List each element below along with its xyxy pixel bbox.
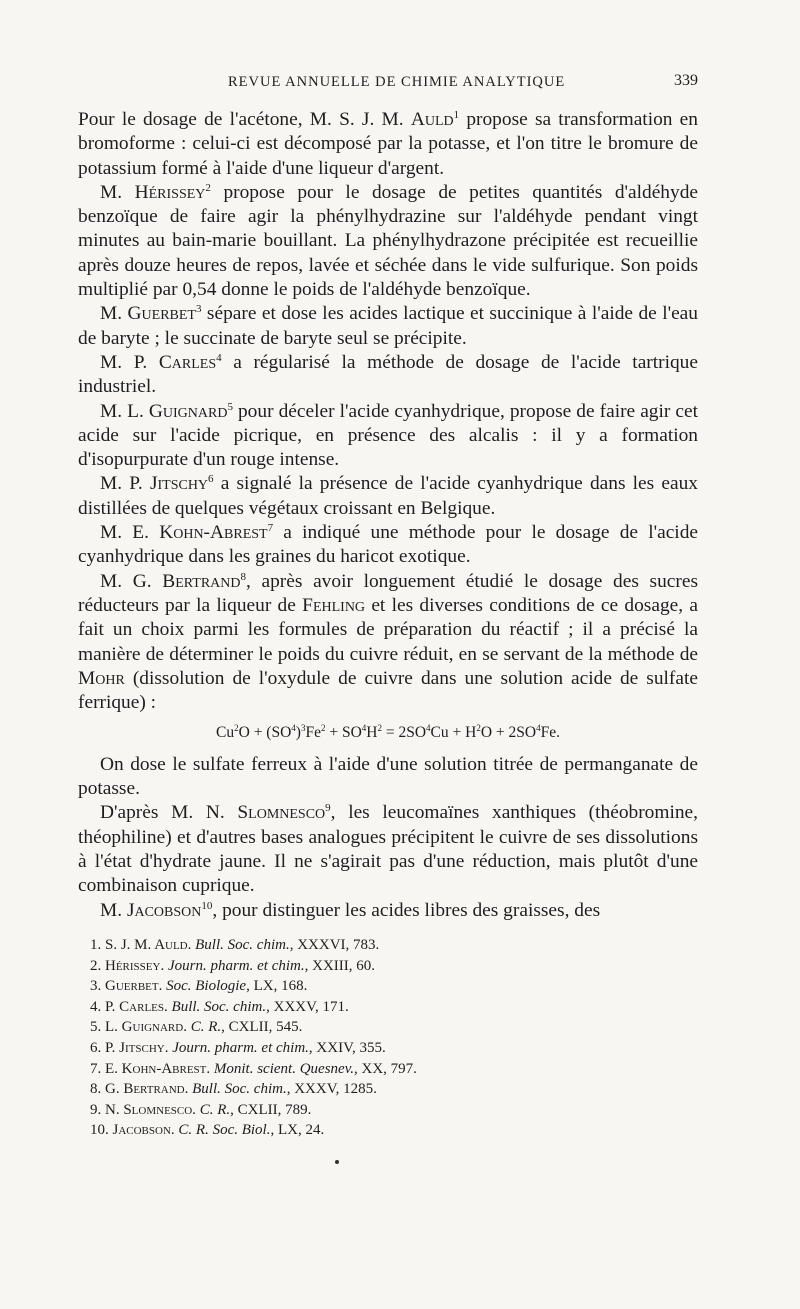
footnote-author: G. Bertrand. <box>105 1081 193 1098</box>
footnote <box>90 956 650 977</box>
author-name: Mohr <box>78 667 125 689</box>
paragraph <box>78 181 698 302</box>
footnote-reference: , XX, 797. <box>354 1060 417 1077</box>
footnote-author: P. Carles. <box>105 998 172 1015</box>
footnote-ref: 1 <box>453 109 460 121</box>
page-header <box>78 70 698 96</box>
footnote-reference: , CXLII, 789. <box>230 1101 312 1118</box>
footnote-author: L. Guignard. <box>105 1019 191 1036</box>
footnote-ref: 8 <box>240 570 246 583</box>
text-run: Cu <box>216 724 235 742</box>
text-run: ) <box>295 724 301 742</box>
footnote-author: P. Jitschy. <box>105 1039 173 1056</box>
text-run: et les diverses conditions de ce dosage, a fait un choix parmi les formules de préparation du réactif ; il a précisé la manière de déterminer le poids du cuivre réduit, en se servant de la méthode de <box>78 594 698 665</box>
text-run: , après avoir longuement étudié le dosage des sucres réducteurs par la liqueur de <box>78 570 698 616</box>
footnote-journal: Monit. scient. Quesnev. <box>213 1060 354 1077</box>
footnote-journal: Soc. Biologie <box>166 978 247 995</box>
footnote-ref: 10 <box>201 899 213 912</box>
footnote-journal: Journ. pharm. et chim. <box>167 957 305 974</box>
paragraph <box>78 302 698 351</box>
footnote-ref: 2 <box>377 723 382 734</box>
paragraph <box>78 108 698 181</box>
author-name: Hérissey <box>134 181 206 203</box>
author-name: Bertrand <box>162 570 241 592</box>
footnotes <box>90 935 650 1141</box>
text-run: On dose le sulfate ferreux à l'aide d'une solution titrée de permanganate de potasse. <box>78 753 698 800</box>
author-name: Jacobson <box>126 899 202 921</box>
text-run: Fe <box>305 724 321 742</box>
footnote-number: 1. <box>90 937 105 953</box>
footnote-ref: 4 <box>536 723 541 734</box>
footnote <box>90 935 650 956</box>
author-name: Fehling <box>302 594 366 616</box>
footnote-author: Jacobson. <box>112 1122 179 1139</box>
text-run: sépare et dose les acides lactique et succinique à l'aide de l'eau de baryte ; le succinate de baryte seul se précipite. <box>78 303 698 349</box>
text-run: M. <box>100 303 128 325</box>
footnote-number: 4. <box>90 998 105 1015</box>
footnote-number: 7. <box>90 1060 105 1077</box>
footnote-ref: 6 <box>208 473 214 486</box>
footnote-number: 5. <box>90 1019 105 1036</box>
footnote-author: E. Kohn-Abrest. <box>105 1060 214 1077</box>
text-run: O + (SO <box>238 724 292 742</box>
footnote-number: 10. <box>90 1122 113 1139</box>
footnote-ref: 2 <box>205 181 211 194</box>
chemical-formula <box>78 721 698 745</box>
running-head: REVUE ANNUELLE DE CHIMIE ANALYTIQUE <box>228 74 566 90</box>
footnote <box>90 976 650 997</box>
author-name: Auld <box>410 109 454 130</box>
footnote-number: 9. <box>90 1101 105 1118</box>
footnote-ref: 4 <box>361 723 367 734</box>
footnote <box>90 997 650 1018</box>
footnote-ref: 3 <box>195 303 202 316</box>
text-run: propose pour le dosage de petites quantités d'aldéhyde benzoïque de faire agir la phénylhydrazine sur l'aldéhyde pendant vingt minutes au bain-marie bouillant. La phénylhydrazone précipitée est recueillie après douze heures de repos, lavée et séchée dans le vide sulfurique. Son poids multiplié par 0,54 donne le poids de l'aldéhyde benzoïque. <box>78 181 698 301</box>
paragraph <box>78 899 698 923</box>
footnote <box>90 1017 650 1038</box>
text-run: M. P. <box>100 473 150 495</box>
footnote-ref: 9 <box>325 802 331 815</box>
text-run: , pour distinguer les acides libres des graisses, des <box>212 899 601 921</box>
footnote-ref: 2 <box>234 723 239 734</box>
footnote-ref: 4 <box>291 723 296 734</box>
text-run: M. P. <box>100 351 159 373</box>
author-name: Jitschy <box>149 473 209 495</box>
paragraph <box>78 570 698 716</box>
footnote-reference: , LX, 24. <box>270 1122 325 1139</box>
footnote-author: Guerbet. <box>105 978 167 995</box>
footnote-number: 3. <box>90 978 105 995</box>
body-text <box>78 108 698 923</box>
text-run: O + 2SO <box>480 724 537 742</box>
footnote-journal: C. R. Soc. Biol. <box>178 1122 271 1139</box>
paragraph <box>78 801 698 898</box>
footnote-journal: Bull. Soc. chim. <box>171 998 267 1015</box>
text-run: a indiqué une méthode pour le dosage de l'acide cyanhydrique dans les graines du haricot exotique. <box>78 522 698 568</box>
footnote-reference: , CXLII, 545. <box>221 1019 303 1036</box>
footnote-author: Hérissey. <box>105 957 168 974</box>
paragraph <box>78 521 698 570</box>
paragraph <box>78 753 698 802</box>
text-run: a régularisé la méthode de dosage de l'acide tartrique industriel. <box>78 351 698 398</box>
footnote-ref: 4 <box>216 351 222 364</box>
footnote <box>90 1038 650 1059</box>
footnote-journal: C. R. <box>199 1101 231 1118</box>
footnote-ref: 5 <box>227 400 233 413</box>
text-run: , les leucomaïnes xanthiques (théobromine, théophiline) et d'autres bases analogues précipitent le cuivre de ses dissolutions à l'état d'hydrate jaune. Il ne s'agirait pas d'une réduction, mais plutôt d'une combinaison cuprique. <box>78 802 698 897</box>
text-run: M. E. <box>100 522 160 544</box>
footnote-reference: , XXXVI, 783. <box>289 937 380 953</box>
footnote-ref: 4 <box>426 723 431 734</box>
text-run: a signalé la présence de l'acide cyanhydrique dans les eaux distillées de quelques végétaux croissant en Belgique. <box>78 473 698 519</box>
text-run: H <box>366 724 378 742</box>
footnote-ref: 2 <box>320 723 326 734</box>
author-name: Carles <box>158 351 217 373</box>
text-run: + SO <box>325 724 362 742</box>
footnote-ref: 7 <box>267 522 274 535</box>
footnote <box>90 1079 650 1100</box>
stray-dot <box>335 1160 339 1164</box>
text-run: M. G. <box>100 570 163 592</box>
text-run: Fe. <box>540 724 560 742</box>
footnote <box>90 1100 650 1121</box>
footnote-reference: , XXXV, 171. <box>266 998 349 1015</box>
footnote-number: 2. <box>90 957 105 974</box>
text-run: = 2SO <box>381 724 427 742</box>
footnote-author: S. J. M. Auld. <box>105 937 196 953</box>
footnote-journal: Journ. pharm. et chim. <box>172 1039 309 1056</box>
footnote-journal: Bull. Soc. chim. <box>195 937 290 953</box>
text-run: pour déceler l'acide cyanhydrique, propose de faire agir cet acide sur l'acide picrique, en présence des alcalis : il y a formation d'isopurpurate d'un rouge intense. <box>78 400 698 471</box>
footnote-reference: , XXXV, 1285. <box>286 1081 377 1098</box>
text-run: M. L. <box>100 400 149 422</box>
paragraph <box>78 351 698 400</box>
text-run: (dissolution de l'oxydule de cuivre dans une solution acide de sulfate ferrique) : <box>78 667 698 714</box>
paragraph <box>78 472 698 521</box>
footnote-ref: 2 <box>476 723 481 734</box>
text-run: M. <box>100 181 135 203</box>
footnote-number: 8. <box>90 1081 105 1098</box>
footnote-author: N. Slomnesco. <box>105 1101 200 1118</box>
page-number: 339 <box>674 72 698 89</box>
author-name: Slomnesco <box>237 802 326 824</box>
footnote-ref: 3 <box>300 723 306 734</box>
footnote-journal: C. R. <box>190 1019 222 1036</box>
text-run: M. <box>100 899 127 921</box>
footnote-reference: , LX, 168. <box>246 978 308 995</box>
paragraph <box>78 400 698 473</box>
footnote-reference: , XXIII, 60. <box>304 957 376 974</box>
author-name: Guignard <box>148 400 228 422</box>
text-run: propose sa transformation en bromoforme : celui-ci est décomposé par la potasse, et l'on titre le bromure de potassium formé à l'aide d'une liqueur d'argent. <box>78 109 698 179</box>
text-run: Cu + H <box>430 724 477 742</box>
footnote-journal: Bull. Soc. chim. <box>192 1081 287 1098</box>
footnote-number: 6. <box>90 1039 105 1056</box>
author-name: Kohn-Abrest <box>159 522 268 544</box>
footnote <box>90 1059 650 1080</box>
footnote-reference: , XXIV, 355. <box>308 1039 386 1056</box>
author-name: Guerbet <box>127 303 196 325</box>
footnote <box>90 1120 650 1141</box>
text-run: D'après M. N. <box>100 802 238 824</box>
text-run: Pour le dosage de l'acétone, M. S. J. M. <box>78 109 411 130</box>
